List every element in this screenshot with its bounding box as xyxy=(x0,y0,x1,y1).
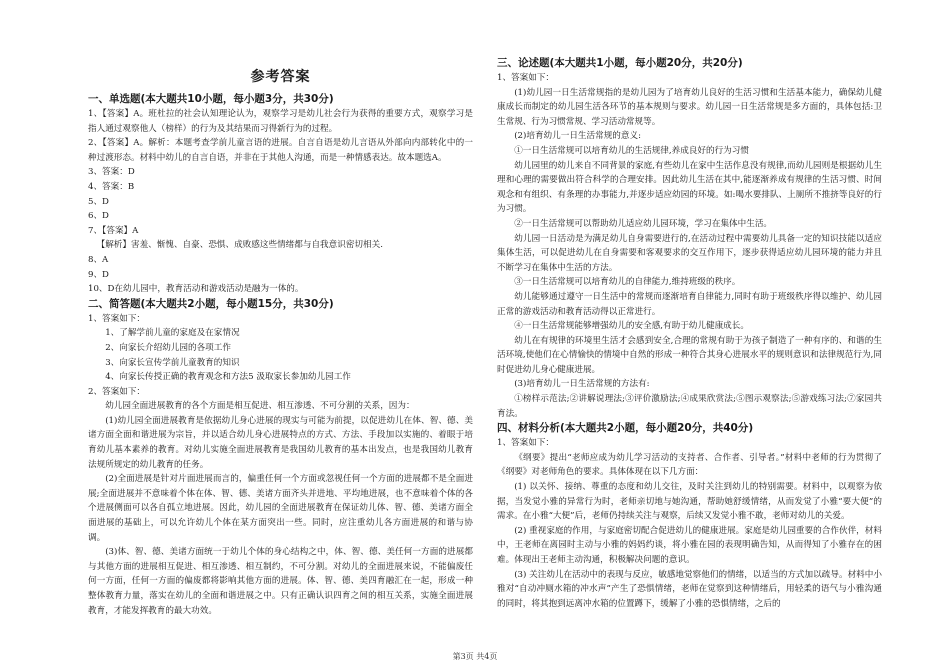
section-heading-single-choice: 一、单选题(本大题共10小题，每小题3分，共30分) xyxy=(88,93,334,105)
paragraph: (3)培育幼儿一日生活常规的方法有: xyxy=(514,379,650,390)
answer-item: 5、D xyxy=(88,196,109,207)
page-title: 参考答案 xyxy=(250,69,311,85)
answer-item: 10、D在幼儿园中，教育活动和游戏活动是融为一体的。 xyxy=(88,284,304,295)
right-column xyxy=(497,56,882,611)
list-item: 2、向家长介绍幼儿园的各项工作 xyxy=(105,342,231,353)
answer-item: 6、D xyxy=(88,211,109,222)
left-column xyxy=(88,56,473,618)
paragraph: 幼儿在有规律的环境里生活才会感到安全,合理的常规有助于为孩子制造了一种有序的、和谐的生活环境,使他们在心情愉快的情境中自然的形成一种符合其身心进展水平的规则意识和法律规范行为,同时促进幼儿身心健康进展。 xyxy=(497,335,882,375)
paragraph: ①榜样示范法;②讲解说理法;③评价激励法;④成果欣赏法;⑤图示观察法;⑤游戏练习法;⑦家园共育法。 xyxy=(497,394,882,419)
list-item: 1、了解学前儿童的家庭及在家情况 xyxy=(105,328,240,339)
paragraph: (2)培育幼儿一日生活常规的意义: xyxy=(514,131,641,142)
paragraph: ①一日生活常规可以培育幼儿的生活规律,养成良好的行为习惯 xyxy=(514,145,749,156)
paragraph: (1)幼儿园全面进展教育是依据幼儿身心进展的现实与可能为前提，以促进幼儿在体、智、德、美诸方面全面和谐进展为宗旨，并以适合幼儿身心进展特点的方式、方法、手段加以实施的、着眼于培育幼儿基本素养的教育。对幼儿实施全面进展教育是我国幼儿教育的基本出发点，也是我国幼儿教育法规所规定的幼儿教育的任务。 xyxy=(88,415,473,470)
section-heading-material-analysis: 四、材料分析(本大题共2小题，每小题20分，共40分) xyxy=(497,422,754,435)
paragraph: 《纲要》提出“老师应成为幼儿学习活动的支持者、合作者、引导者。”材料中老师的行为贯彻了《纲要》对老师角色的要求。具体体现在以下几方面： xyxy=(497,452,882,478)
answer-item: 9、D xyxy=(88,269,109,280)
answer-item: 3、答案：D xyxy=(88,167,135,178)
paragraph: (1)幼儿园一日生活常规指的是幼儿园为了培育幼儿良好的生活习惯和生活基本能力，确保幼儿健康成长而制定的幼儿园生活各环节的基本规则与要求。幼儿园一日生活常规是多方面的，具体包括:卫生常规、行为习惯常规、学习活动常规等。 xyxy=(497,87,882,127)
paragraph: 幼儿园一日活动是为满足幼儿自身需要进行的,在活动过程中需要幼儿具备一定的知识技能以适应集体生活，可以促进幼儿在自身需要和客观要求的交互作用下，逐步获得适应幼儿园环境的能力并且不断学习在集体中生活的方法。 xyxy=(497,233,882,273)
paragraph: (2) 重视家庭的作用，与家庭密切配合促进幼儿的健康进展。家庭是幼儿园重要的合作伙伴，材料中，王老师在离园时主动与小雅的妈妈约谈，将小雅在园的表现明确告知，从而得知了小雅存在的困难。体现出王老师主动沟通，积极解决问题的意识。 xyxy=(497,525,882,565)
paragraph: ③一日生活常规可以培育幼儿的自律能力,维持班级的秩序。 xyxy=(514,277,741,288)
answer-item: 2、【答案】A。解析：本题考查学前儿童言语的进展。自言自语是幼儿言语从外部向内部转化中的一种过渡形态。材料中幼儿的自言自语，并非在于其他人沟通，而是一种情感表达。故本题选A。 xyxy=(88,138,473,163)
section-heading-short-answer: 二、简答题(本大题共2小题，每小题15分，共30分) xyxy=(88,297,334,310)
answer-item: 1、答案如下： xyxy=(497,73,555,83)
answer-item: 1、【答案】A。班杜拉的社会认知理论认为，观察学习是幼儿社会行为获得的重要方式，观察学习是指人通过观察他人（榜样）的行为及其结果而习得新行为的过程。 xyxy=(88,109,473,134)
page-number: 第3页 共4页 xyxy=(452,652,498,661)
answer-item: 4、答案：B xyxy=(88,181,135,192)
answer-item: 8、A xyxy=(88,254,109,265)
answer-item: 1、答案如下： xyxy=(497,438,555,449)
paragraph: (2)全面进展是针对片面进展而言的，偏重任何一个方面或忽视任何一个方面的进展都不是全面进展;全面进展并不意味着个体在体、智、德、美诸方面齐头并进地、平均地进展，也不意味着个体的各个进展侧面可以各自孤立地进展。因此，幼儿园的全面进展教育在保证幼儿体、智、德、美诸方面全面进展的基础上，可以允许幼儿个体在某方面突出一些。同时，应注重幼儿各方面进展的和谐与协调。 xyxy=(88,474,473,543)
answer-item: 2、答案如下： xyxy=(88,386,146,397)
list-item: 3、向家长宣传学前儿童教育的知识 xyxy=(105,357,240,368)
paragraph: ②一日生活常规可以帮助幼儿适应幼儿园环境，学习在集体中生活。 xyxy=(514,218,773,229)
paragraph: (3) 关注幼儿在活动中的表现与反应，敏感地觉察他们的情绪，以适当的方式加以疏导。材料中小雅对“自动冲厕水箱的冲水声”产生了恐惧情绪，老师在觉察到这种情绪后，用轻柔的语气与小雅沟通的同时，将其抱到远离冲水箱的位置蹲下，缓解了小雅的恐惧情绪，之后的 xyxy=(497,569,882,609)
list-item: 4、向家长传授正确的教育观念和方法5 汲取家长参加幼儿园工作 xyxy=(105,372,351,383)
paragraph: (3)体、智、德、美诸方面统一于幼儿个体的身心结构之中，体、智、德、美任何一方面的进展都与其他方面的进展相互促进、相互渗透、相互制约，不可分割。对幼儿的全面进展来说，不能偏废任何一方面，任何一方面的偏废都将影响其他方面的进展。体、智、德、美四育融汇在一起，形成一种整体教育力量，落实在幼儿的全面和谐进展之中。只有正确认识四育之间的相互关系，实施全面进展教育，才能发挥教育的最大功效。 xyxy=(88,547,473,616)
paragraph: 幼儿能够通过遵守一日生活中的常规而逐渐培育自律能力,同时有助于班级秩序得以维护、幼儿园正常的游戏活动和教育活动得以正常进行。 xyxy=(497,291,882,317)
answer-item: 7、【答案】A xyxy=(88,225,139,236)
answer-explanation: 【解析】害羞、惭愧、自豪、恐惧、成败感这些情绪都与自我意识密切相关. xyxy=(96,240,383,251)
paragraph: (1) 以关怀、接纳、尊重的态度和幼儿交往，及时关注到幼儿的特别需要。材料中，以观察为依据，当发觉小雅的异常行为时，老师亲切地与她沟通，帮助她舒缓情绪，从而发觉了小雅“要大便”的需求。在小雅“大便”后，老师仍持续关注与观察，后续又发觉小雅不敢，老师对幼儿的关爱。 xyxy=(497,482,882,522)
section-heading-essay: 三、论述题(本大题共1小题，每小题20分，共20分) xyxy=(497,57,743,69)
paragraph: ④一日生活常规能够增强幼儿的安全感,有助于幼儿健康成长。 xyxy=(514,321,749,332)
paragraph: 幼儿园全面进展教育的各个方面是相互促进、相互渗透、不可分割的关系，因为： xyxy=(105,401,415,412)
paragraph: 幼儿园里的幼儿来自不同背景的家庭,有些幼儿在家中生活作息没有规律,而幼儿园则是根据幼儿生理和心理的需要做出符合科学的合理安排。因此幼儿生活在其中,能逐渐养成有规律的生活习惯、时间观念和有组织、有条理的办事能力,并逐步适应幼园的环境。如:喝水要排队、上厕所不推挤等良好的行为习惯。 xyxy=(497,160,882,215)
answer-item: 1、答案如下： xyxy=(88,313,146,324)
